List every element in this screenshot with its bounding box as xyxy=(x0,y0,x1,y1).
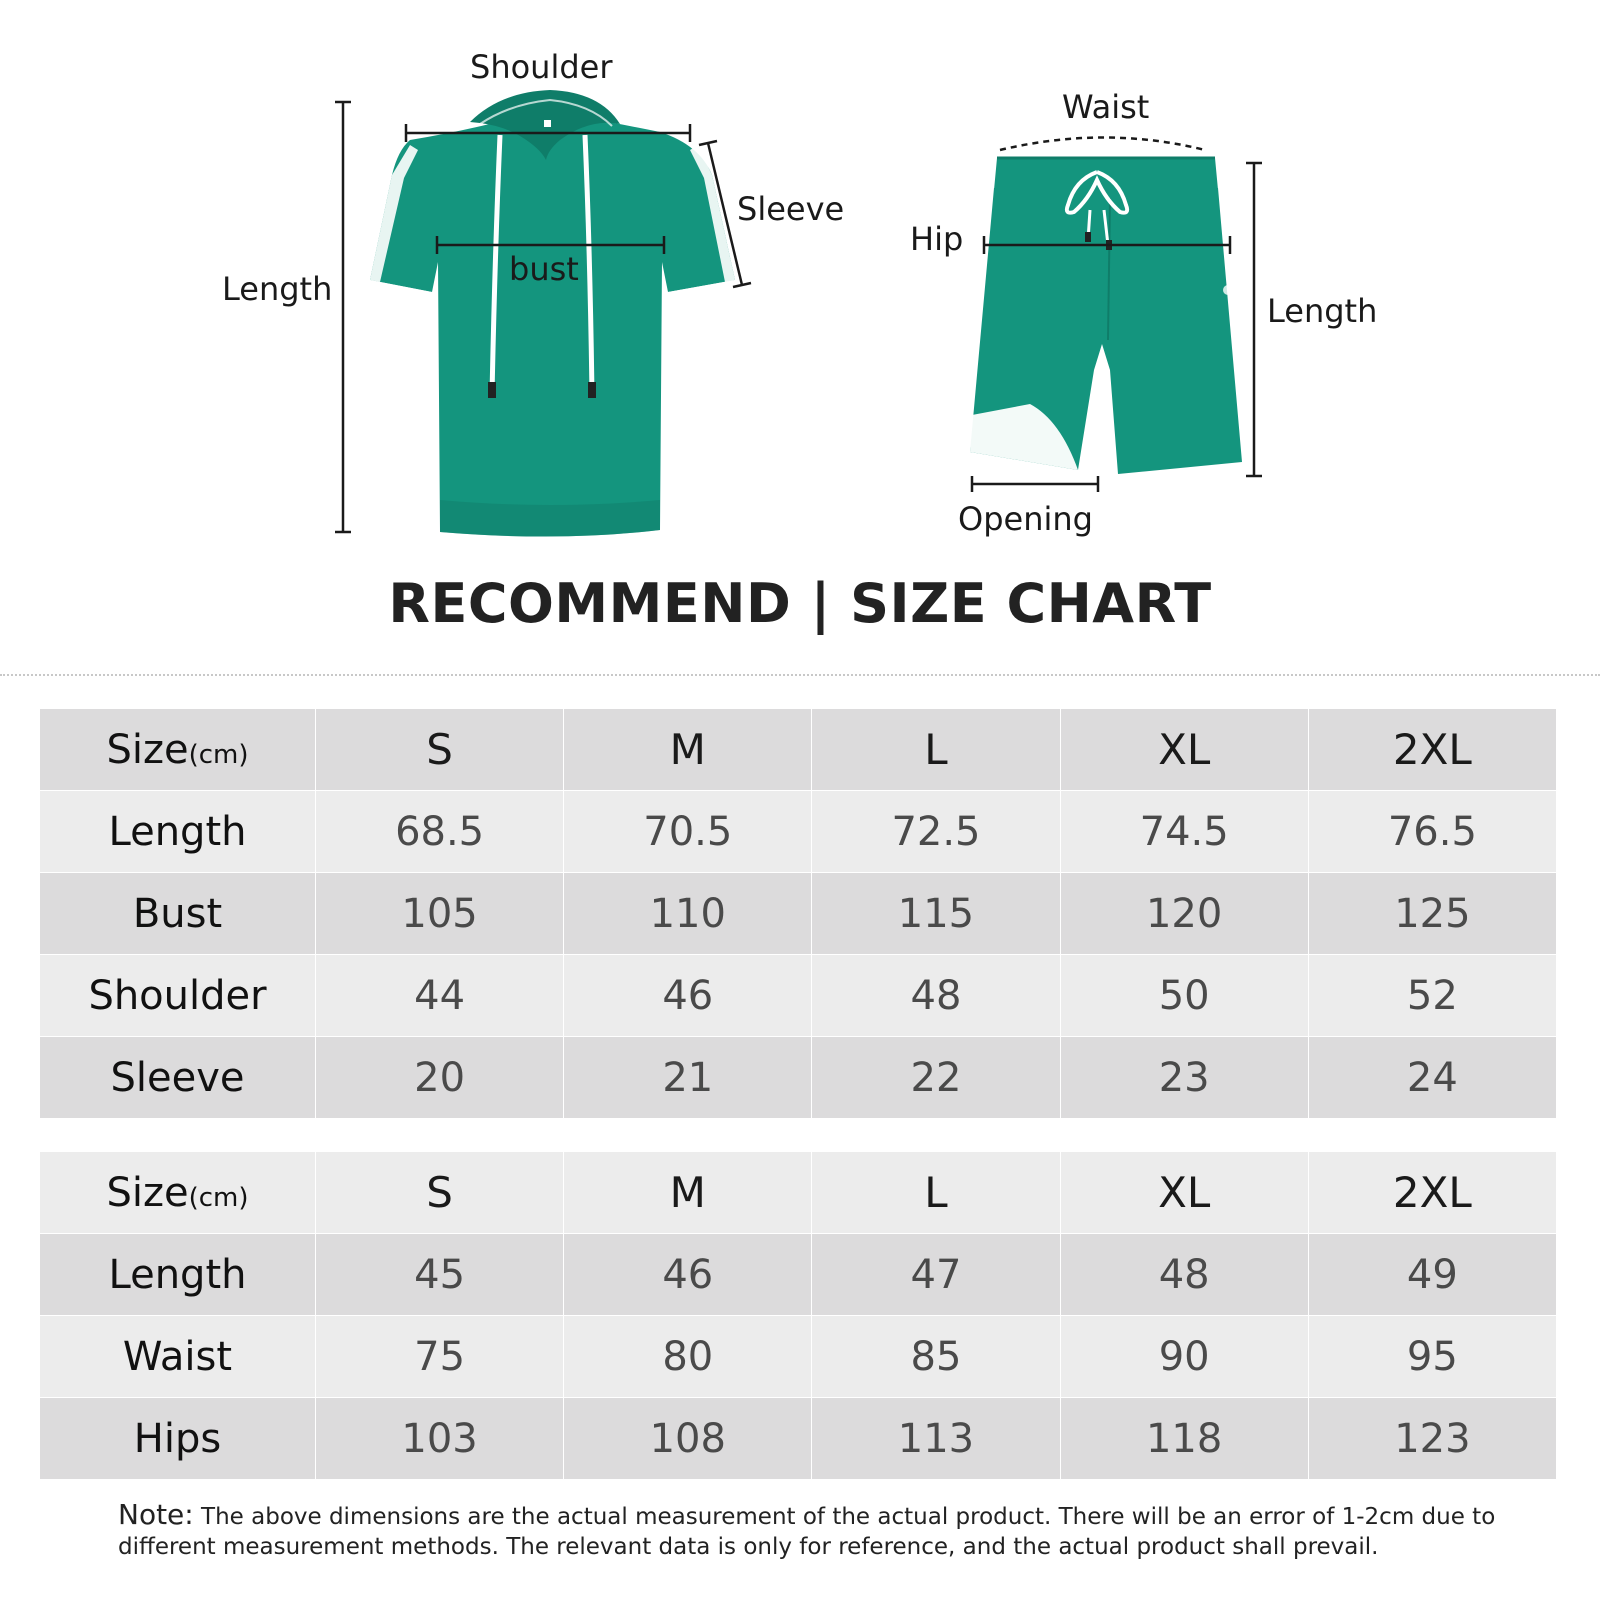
value-cell: 108 xyxy=(564,1398,812,1480)
tshirt-size-table xyxy=(39,708,1557,1119)
tshirt-body xyxy=(370,112,735,537)
value-cell: 90 xyxy=(1060,1316,1308,1398)
size-cell: XL xyxy=(1060,709,1308,791)
table-row xyxy=(40,955,1557,1037)
shorts-length-label: Length xyxy=(1267,292,1378,330)
unit-label: (cm) xyxy=(188,739,249,770)
value-cell: 118 xyxy=(1060,1398,1308,1480)
size-cell: S xyxy=(316,709,564,791)
row-label: Shoulder xyxy=(40,955,316,1037)
value-cell: 85 xyxy=(812,1316,1060,1398)
shorts-size-table xyxy=(39,1151,1557,1480)
value-cell: 49 xyxy=(1308,1234,1556,1316)
measurement-diagram xyxy=(0,0,1600,560)
value-cell: 80 xyxy=(564,1316,812,1398)
note xyxy=(118,1500,1558,1562)
value-cell: 74.5 xyxy=(1060,791,1308,873)
row-label: Waist xyxy=(40,1316,316,1398)
value-cell: 113 xyxy=(812,1398,1060,1480)
size-cell: XL xyxy=(1060,1152,1308,1234)
bust-label: bust xyxy=(509,250,579,288)
value-cell: 44 xyxy=(316,955,564,1037)
size-cell: L xyxy=(812,1152,1060,1234)
value-cell: 103 xyxy=(316,1398,564,1480)
waist-label: Waist xyxy=(1062,88,1150,126)
value-cell: 75 xyxy=(316,1316,564,1398)
value-cell: 48 xyxy=(1060,1234,1308,1316)
size-header-label: Size xyxy=(106,1169,189,1216)
value-cell: 110 xyxy=(564,873,812,955)
size-cell: 2XL xyxy=(1308,1152,1556,1234)
value-cell: 68.5 xyxy=(316,791,564,873)
value-cell: 115 xyxy=(812,873,1060,955)
page-title: RECOMMEND | SIZE CHART xyxy=(388,572,1212,635)
value-cell: 123 xyxy=(1308,1398,1556,1480)
size-cell: M xyxy=(564,1152,812,1234)
divider xyxy=(0,674,1600,676)
size-cell: L xyxy=(812,709,1060,791)
row-label: Hips xyxy=(40,1398,316,1480)
value-cell: 120 xyxy=(1060,873,1308,955)
value-cell: 95 xyxy=(1308,1316,1556,1398)
size-header-label: Size xyxy=(106,726,189,773)
unit-label: (cm) xyxy=(188,1182,249,1213)
size-cell: 2XL xyxy=(1308,709,1556,791)
table-header-row xyxy=(40,709,1557,791)
value-cell: 50 xyxy=(1060,955,1308,1037)
row-label: Length xyxy=(40,791,316,873)
hip-label: Hip xyxy=(910,220,964,258)
value-cell: 46 xyxy=(564,1234,812,1316)
table-header-row xyxy=(40,1152,1557,1234)
row-label: Bust xyxy=(40,873,316,955)
note-text: The above dimensions are the actual measurement of the actual product. There will be an error of 1-2cm due to different measurement methods. The relevant data is only for reference, and the actual product shall prevail. xyxy=(118,1504,1496,1560)
table-row xyxy=(40,873,1557,955)
size-header-cell xyxy=(40,709,316,791)
value-cell: 72.5 xyxy=(812,791,1060,873)
value-cell: 22 xyxy=(812,1037,1060,1119)
shoulder-label: Shoulder xyxy=(470,48,613,86)
row-label: Length xyxy=(40,1234,316,1316)
value-cell: 24 xyxy=(1308,1037,1556,1119)
note-label: Note: xyxy=(118,1498,194,1531)
size-header-cell xyxy=(40,1152,316,1234)
table-row xyxy=(40,1398,1557,1480)
table-row xyxy=(40,1316,1557,1398)
value-cell: 47 xyxy=(812,1234,1060,1316)
value-cell: 125 xyxy=(1308,873,1556,955)
tshirt-length-label: Length xyxy=(222,270,333,308)
row-label: Sleeve xyxy=(40,1037,316,1119)
value-cell: 52 xyxy=(1308,955,1556,1037)
size-cell: S xyxy=(316,1152,564,1234)
value-cell: 46 xyxy=(564,955,812,1037)
value-cell: 76.5 xyxy=(1308,791,1556,873)
table-row xyxy=(40,1234,1557,1316)
table-row xyxy=(40,1037,1557,1119)
opening-label: Opening xyxy=(958,500,1093,538)
value-cell: 105 xyxy=(316,873,564,955)
size-cell: M xyxy=(564,709,812,791)
value-cell: 45 xyxy=(316,1234,564,1316)
value-cell: 48 xyxy=(812,955,1060,1037)
value-cell: 20 xyxy=(316,1037,564,1119)
value-cell: 70.5 xyxy=(564,791,812,873)
tshirt-drawing xyxy=(368,90,737,537)
value-cell: 23 xyxy=(1060,1037,1308,1119)
sleeve-label: Sleeve xyxy=(737,190,845,228)
value-cell: 21 xyxy=(564,1037,812,1119)
shorts-drawing xyxy=(970,158,1242,474)
table-row xyxy=(40,791,1557,873)
